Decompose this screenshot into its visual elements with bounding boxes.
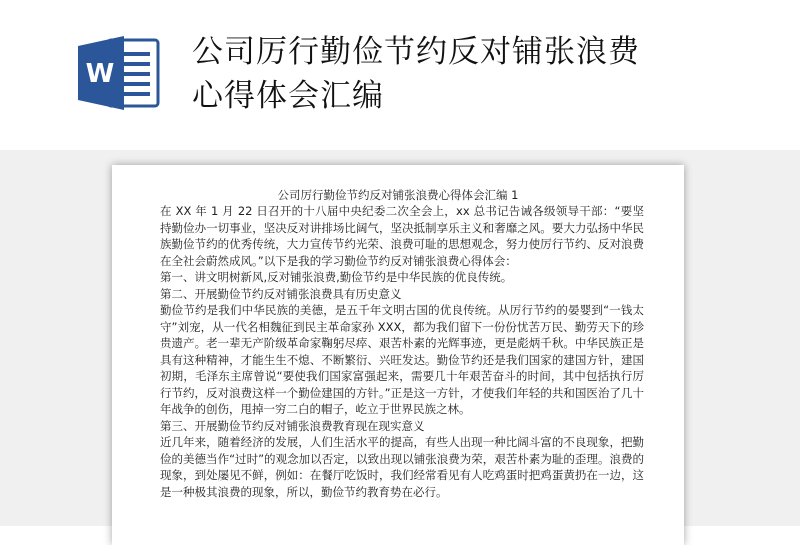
paragraph: 第二、开展勤俭节约反对铺张浪费具有历史意义 [160, 286, 402, 301]
document-page [112, 165, 684, 545]
word-letter: W [85, 59, 115, 89]
document-heading: 公司厉行勤俭节约反对铺张浪费心得体会汇编 1 [277, 188, 519, 202]
document-body [160, 203, 644, 500]
page-title [192, 30, 772, 118]
paragraph: 近几年来，随着经济的发展，人们生活水平的提高，有些人出现一种比阔斗富的不良现象，把勤俭的美德当作“过时”的观念加以否定，以致出现以铺张浪费为荣，艰苦朴素为耻的歪理。浪费的现象，到处屡见不鲜，例如：在餐厅吃饭时，我们经常看见有人吃鸡蛋时把鸡蛋黄扔在一边，这是一种极其浪费的现象，所以，勤俭节约教育势在必行。 [160, 435, 644, 499]
paragraph: 在 XX 年 1 月 22 日召开的十八届中央纪委二次全会上，xx 总书记告诫各级领导干部：“要坚持勤俭办一切事业，坚决反对讲排场比阔气，坚决抵制享乐主义和奢靡之风。要大力弘扬中华民族勤俭节约的优秀传统，大力宣传节约光荣、浪费可耻的思想观念，努力使厉行节约、反对浪费在全社会蔚然成风。”以下是我的学习勤俭节约反对铺张浪费心得体会： [160, 204, 644, 268]
paragraph: 勤俭节约是我们中华民族的美德，是五千年文明古国的优良传统。从厉行节约的晏婴到“一钱太守”刘宠，从一代名相魏征到民主革命家孙 XXX，都为我们留下一份份忧苦万民、勤劳天下的珍贵遗产。老一辈无产阶级革命家鞠躬尽瘁、艰苦朴素的光辉事迹，更是彪炳千秋。中华民族正是具有这种精神，才能生生不熄、不断繁衍、兴旺发达。勤俭节约还是我们国家的建国方针，建国初期，毛泽东主席曾说“要使我们国家富强起来，需要几十年艰苦奋斗的时间，其中包括执行厉行节约，反对浪费这样一个勤俭建国的方针。”正是这一方针，才使我们年轻的共和国医治了几十年战争的创伤，甩掉一穷二白的帽子，屹立于世界民族之林。 [160, 303, 644, 416]
title-line-2: 心得体会汇编 [192, 78, 384, 114]
title-line-1: 公司厉行勤俭节约反对铺张浪费 [192, 34, 640, 70]
word-document-icon [78, 36, 162, 110]
paragraph: 第一、讲文明树新风,反对铺张浪费,勤俭节约是中华民族的优良传统。 [160, 270, 513, 284]
preview-header [0, 0, 800, 150]
paragraph: 第三、开展勤俭节约反对铺张浪费教育现在现实意义 [160, 418, 425, 433]
